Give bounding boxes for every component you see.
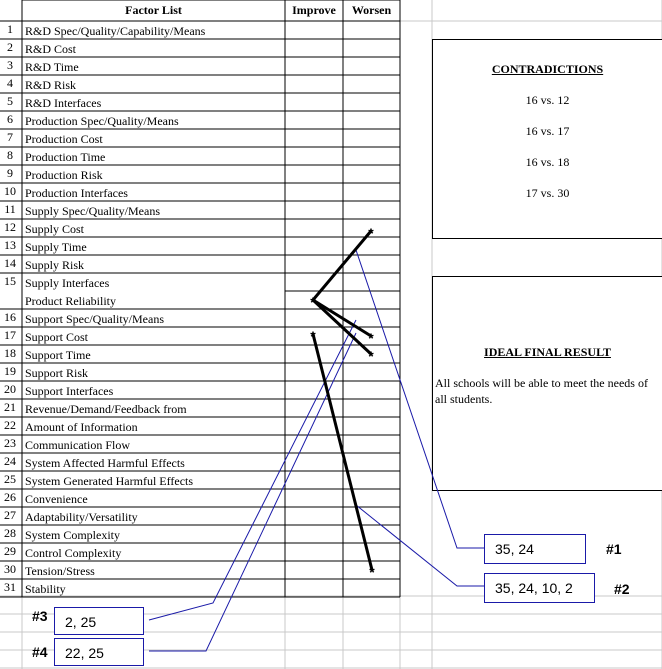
ideal-final-result-text: All schools will be able to meet the needs of all students. <box>435 376 648 406</box>
star-marker: * <box>369 564 375 580</box>
factor-label: R&D Risk <box>25 78 77 92</box>
row-number: 24 <box>4 454 16 468</box>
factor-label: Supply Risk <box>25 258 85 272</box>
row-number: 31 <box>4 580 16 594</box>
star-marker: * <box>368 348 374 364</box>
factor-label: Supply Interfaces <box>25 276 110 290</box>
contradiction-item: 16 vs. 18 <box>525 155 570 169</box>
row-number: 21 <box>4 400 16 414</box>
row-number: 19 <box>4 364 16 378</box>
star-marker: * <box>368 225 374 241</box>
factor-label: Amount of Information <box>25 420 138 434</box>
link-17-30 <box>313 334 372 570</box>
row-number: 7 <box>7 130 13 144</box>
connector-line-2 <box>356 505 484 586</box>
contradiction-item: 17 vs. 30 <box>525 186 570 200</box>
callout-label-3: #3 <box>32 608 48 624</box>
factor-label: System Generated Harmful Effects <box>25 474 194 488</box>
row-number: 22 <box>4 418 16 432</box>
ideal-final-result-title: IDEAL FINAL RESULT <box>484 345 611 359</box>
factor-list-header: Factor List <box>125 3 182 17</box>
row-number: 6 <box>7 112 13 126</box>
factor-label: R&D Spec/Quality/Capability/Means <box>25 24 206 38</box>
factor-label: Support Interfaces <box>25 384 114 398</box>
factor-label: R&D Cost <box>25 42 77 56</box>
factor-label: Tension/Stress <box>25 564 95 578</box>
factor-label: Production Time <box>25 150 106 164</box>
row-number: 4 <box>7 76 13 90</box>
factor-label: Convenience <box>25 492 88 506</box>
row-number: 25 <box>4 472 16 486</box>
factor-label: Communication Flow <box>25 438 130 452</box>
factor-label: Supply Cost <box>25 222 85 236</box>
callout-label-4: #4 <box>32 644 48 660</box>
row-number: 10 <box>4 184 16 198</box>
row-number: 3 <box>7 58 13 72</box>
factor-label: Support Risk <box>25 366 89 380</box>
row-number: 2 <box>7 40 13 54</box>
row-number: 1 <box>7 22 13 36</box>
callout-label-1: #1 <box>606 541 622 557</box>
star-marker: * <box>368 330 374 346</box>
connector-line-3 <box>149 320 356 620</box>
row-number: 17 <box>4 328 16 342</box>
factor-label: Production Spec/Quality/Means <box>25 114 179 128</box>
callout-box-3: 2, 25 <box>54 607 144 635</box>
factor-label: Supply Spec/Quality/Means <box>25 204 160 218</box>
link-16-17 <box>313 300 371 336</box>
factor-label: R&D Interfaces <box>25 96 102 110</box>
factor-label: Revenue/Demand/Feedback from <box>25 402 187 416</box>
factor-label: Stability <box>25 582 66 596</box>
row-number: 16 <box>4 310 16 324</box>
factor-label: Adaptability/Versatility <box>25 510 138 524</box>
factor-label: Supply Time <box>25 240 87 254</box>
callout-label-2: #2 <box>614 581 630 597</box>
callout-box-2: 35, 24, 10, 2 <box>484 573 595 603</box>
contradiction-item: 16 vs. 17 <box>525 124 570 138</box>
star-marker: * <box>310 294 316 310</box>
contradictions-title: CONTRADICTIONS <box>491 62 604 76</box>
factor-label: Support Cost <box>25 330 89 344</box>
factor-label: System Complexity <box>25 528 121 542</box>
row-number: 26 <box>4 490 16 504</box>
row-number: 23 <box>4 436 16 450</box>
row-number: 18 <box>4 346 16 360</box>
factor-label: R&D Time <box>25 60 79 74</box>
contradiction-item: 16 vs. 12 <box>525 93 570 107</box>
row-number: 28 <box>4 526 16 540</box>
improve-header: Improve <box>292 3 336 17</box>
worsen-header: Worsen <box>351 3 392 17</box>
factor-label: Product Reliability <box>25 294 116 308</box>
row-number: 9 <box>7 166 13 180</box>
row-number: 15 <box>4 274 16 288</box>
row-number: 13 <box>4 238 16 252</box>
row-number: 20 <box>4 382 16 396</box>
factor-label: Support Spec/Quality/Means <box>25 312 164 326</box>
factor-label: Support Time <box>25 348 91 362</box>
star-marker: * <box>310 328 316 344</box>
row-number: 8 <box>7 148 13 162</box>
factor-label: Production Cost <box>25 132 103 146</box>
link-16-12 <box>313 231 371 300</box>
row-number: 14 <box>4 256 16 270</box>
factor-label: Production Risk <box>25 168 103 182</box>
row-number: 12 <box>4 220 16 234</box>
row-number: 11 <box>4 202 16 216</box>
factor-label: System Affected Harmful Effects <box>25 456 185 470</box>
connector-line-1 <box>356 250 484 548</box>
row-number: 5 <box>7 94 13 108</box>
row-number: 27 <box>4 508 16 522</box>
link-16-18 <box>313 300 371 354</box>
callout-box-1: 35, 24 <box>484 534 586 564</box>
factor-label: Control Complexity <box>25 546 122 560</box>
callout-box-4: 22, 25 <box>54 638 144 666</box>
row-number: 29 <box>4 544 16 558</box>
factor-label: Production Interfaces <box>25 186 128 200</box>
row-number: 30 <box>4 562 16 576</box>
